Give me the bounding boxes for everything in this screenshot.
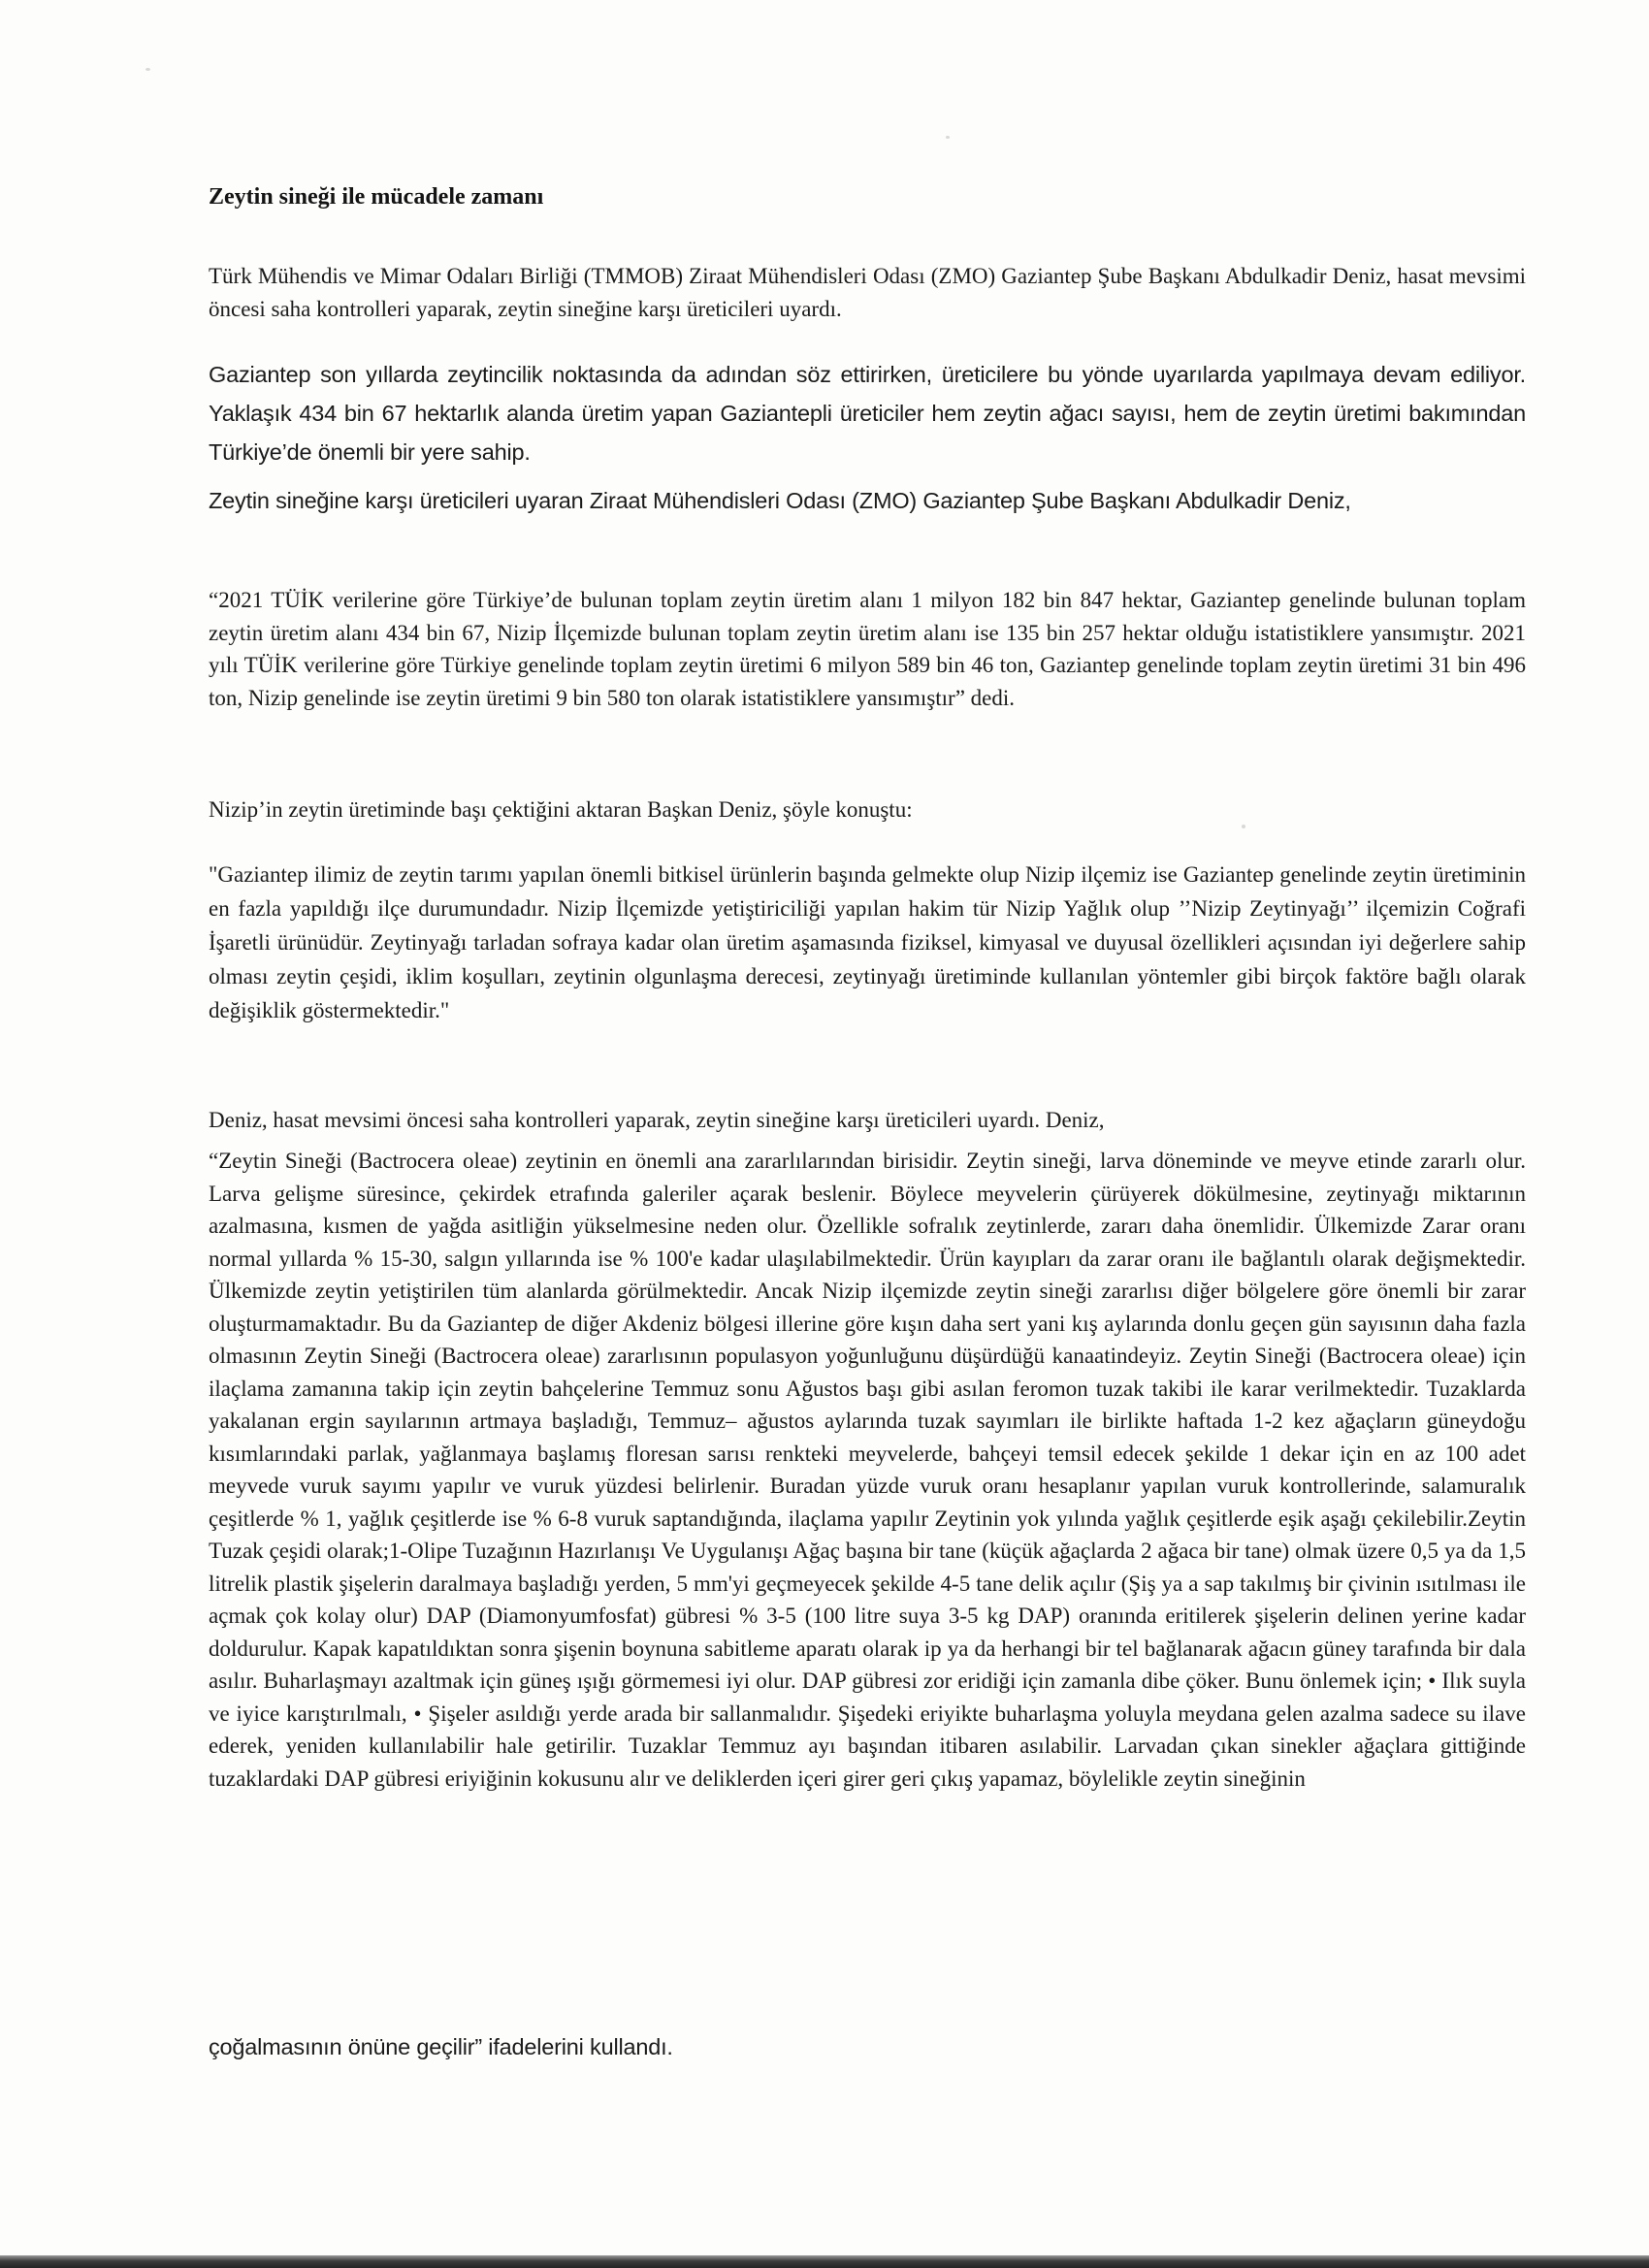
scanner-edge-shadow [0,2255,1649,2268]
scan-speck [1242,825,1245,828]
document-title: Zeytin sineği ile mücadele zamanı [209,184,544,210]
scan-speck [146,68,150,71]
scan-speck [946,136,950,139]
paragraph-nizip-quote: "Gaziantep ilimiz de zeytin tarımı yapılan önemli bitkisel ürünlerin başında gelmekte olup Nizip ilçemiz ise Gaziantep genelinde zeytin üretiminin en fazla yapıldığı ilçe durumundadır. Nizip İlçemizde yetiştiriciliği yapılan hakim tür Nizip Yağlık olup ’’Nizip Zeytinyağı’’ ilçemizin Coğrafi İşaretli ürünüdür. Zeytinyağı tarladan sofraya kadar olan üretim aşamasında fiziksel, kimyasal ve duyusal özellikleri açısından iyi değerlere sahip olması zeytin çeşidi, iklim koşulları, zeytinin olgunlaşma derecesi, zeytinyağı üretiminde kullanılan yöntemler gibi birçok faktöre bağlı olarak değişiklik göstermektedir." [209,862,1526,1022]
paragraph-deniz-lead: Deniz, hasat mevsimi öncesi saha kontrolleri yaparak, zeytin sineğine karşı üreticileri uyardı. Deniz, [209,1108,1105,1132]
paragraph-gaziantep-overview: Gaziantep son yıllarda zeytincilik noktasında da adından söz ettirirken, üreticilere bu yönde uyarılarda yapılmaya devam ediliyor. Yaklaşık 434 bin 67 hektarlık alanda üretim yapan Gaziantepli üreticiler hem zeytin ağacı sayısı, hem de zeytin üretimi bakımından Türkiye’de önemli bir yere sahip. [209,362,1526,465]
paragraph-closing: çoğalmasının önüne geçilir” ifadelerini kullandı. [209,2034,673,2059]
paragraph-warning-lead: Zeytin sineğine karşı üreticileri uyaran Ziraat Mühendisleri Odası (ZMO) Gaziantep Şube Başkanı Abdulkadir Deniz, [209,488,1351,513]
paragraph-olive-fly-quote: “Zeytin Sineği (Bactrocera oleae) zeytinin en önemli ana zararlılarından birisidir. Zeytin sineği, larva döneminde ve meyve etinde zararlı olur. Larva gelişme süresince, çekirdek etrafında galeriler açarak beslenir. Böylece meyvelerin çürüyerek dökülmesine, zeytinyağı miktarının azalmasına, kısmen de yağda asitliğin yükselmesine neden olur. Özellikle sofralık zeytinlerde, zararı daha önemlidir. Ülkemizde Zarar oranı normal yıllarda % 15-30, salgın yıllarında ise % 100'e kadar ulaşılabilmektedir. Ürün kayıpları da zarar oranı ile bağlantılı olarak değişmektedir. Ülkemizde zeytin yetiştirilen tüm alanlarda görülmektedir. Ancak Nizip ilçemizde zeytin sineği zararlısı diğer bölgelere göre önemli bir zarar oluşturmamaktadır. Bu da Gaziantep de diğer Akdeniz bölgesi illerine göre kışın daha sert yani kış aylarında donlu geçen gün sayısının daha fazla olmasının Zeytin Sineği (Bactrocera oleae) zararlısının populasyon yoğunluğunu düşürdüğü kanaatindeyiz. Zeytin Sineği (Bactrocera oleae) için ilaçlama zamanına takip için zeytin bahçelerine Temmuz sonu Ağustos başı gibi asılan feromon tuzak takibi ile karar verilmektedir. Tuzaklarda yakalanan ergin sayılarının artmaya başladığı, Temmuz– ağustos aylarında tuzak sayımları ile birlikte haftada 1-2 kez ağaçların güneydoğu kısımlarındaki parlak, yağlanmaya başlamış floresan sarısı renkteki meyvelerde, bahçeyi temsil edecek şekilde 1 dekar için en az 100 adet meyvede vuruk sayımı yapılır ve vuruk yüzdesi belirlenir. Buradan yüzde vuruk oranı hesaplanır yapılan vuruk kontrollerinde, salamuralık çeşitlerde % 1, yağlık çeşitlerde ise % 6-8 vuruk saptandığında, ilaçlama yapılır Zeytinin yok yılında yağlık çeşitlerde eşik aşağı çekilebilir.Zeytin Tuzak çeşidi olarak;1-Olipe Tuzağının Hazırlanışı Ve Uygulanışı Ağaç başına bir tane (küçük ağaçlarda 2 ağaca bir tane) olmak üzere 0,5 ya da 1,5 litrelik plastik şişelerin daralmaya başladığı yerden, 5 mm'yi geçmeyecek şekilde 4-5 tane delik açılır (Şiş ya a sap takılmış bir çivinin ısıtılması ile açmak çok kolay olur) DAP (Diamonyumfosfat) gübresi % 3-5 (100 litre suya 3-5 kg DAP) oranında eritilerek şişelerin delinen yerine kadar doldurulur. Kapak kapatıldıktan sonra şişenin boynuna sabitleme aparatı olarak ip ya da herhangi bir tel bağlanarak ağacın güney tarafında bir dala asılır. Buharlaşmayı azaltmak için güneş ışığı görmemesi iyi olur. DAP gübresi zor eridiği için zamanla dibe çöker. Bunu önlemek için; • Ilık suyla ve iyice karıştırılmalı, • Şişeler asıldığı yerde arada bir sallanmalıdır. Şişedeki eriyikte buharlaşma yoluyla meydana gelen azalma sadece su ilave ederek, yeniden kullanılabilir hale getirilir. Tuzaklar Temmuz ayı başından itibaren asılabilir. Larvadan çıkan sinekler ağaçlara gittiğinde tuzaklardaki DAP gübresi eriyiğinin kokusunu alır ve deliklerden içeri girer geri çıkış yapamaz, böylelikle zeytin sineğinin [209,1149,1526,1791]
paragraph-tuik-statistics-quote: “2021 TÜİK verilerine göre Türkiye’de bulunan toplam zeytin üretim alanı 1 milyon 182 bin 847 hektar, Gaziantep genelinde bulunan toplam zeytin üretim alanı 434 bin 67, Nizip İlçemizde bulunan toplam zeytin üretim alanı ise 135 bin 257 hektar olduğu istatistiklere yansımıştır. 2021 yılı TÜİK verilerine göre Türkiye genelinde toplam zeytin üretimi 6 milyon 589 bin 46 ton, Gaziantep genelinde toplam zeytin üretimi 31 bin 496 ton, Nizip genelinde ise zeytin üretimi 9 bin 580 ton olarak istatistiklere yansımıştır” dedi. [209,588,1526,710]
paragraph-nizip-lead: Nizip’in zeytin üretiminde başı çektiğini aktaran Başkan Deniz, şöyle konuştu: [209,797,913,822]
paragraph-intro: Türk Mühendis ve Mimar Odaları Birliği (TMMOB) Ziraat Mühendisleri Odası (ZMO) Gaziantep Şube Başkanı Abdulkadir Deniz, hasat mevsimi öncesi saha kontrolleri yaparak, zeytin sineğine karşı üreticileri uyardı. [209,264,1526,321]
